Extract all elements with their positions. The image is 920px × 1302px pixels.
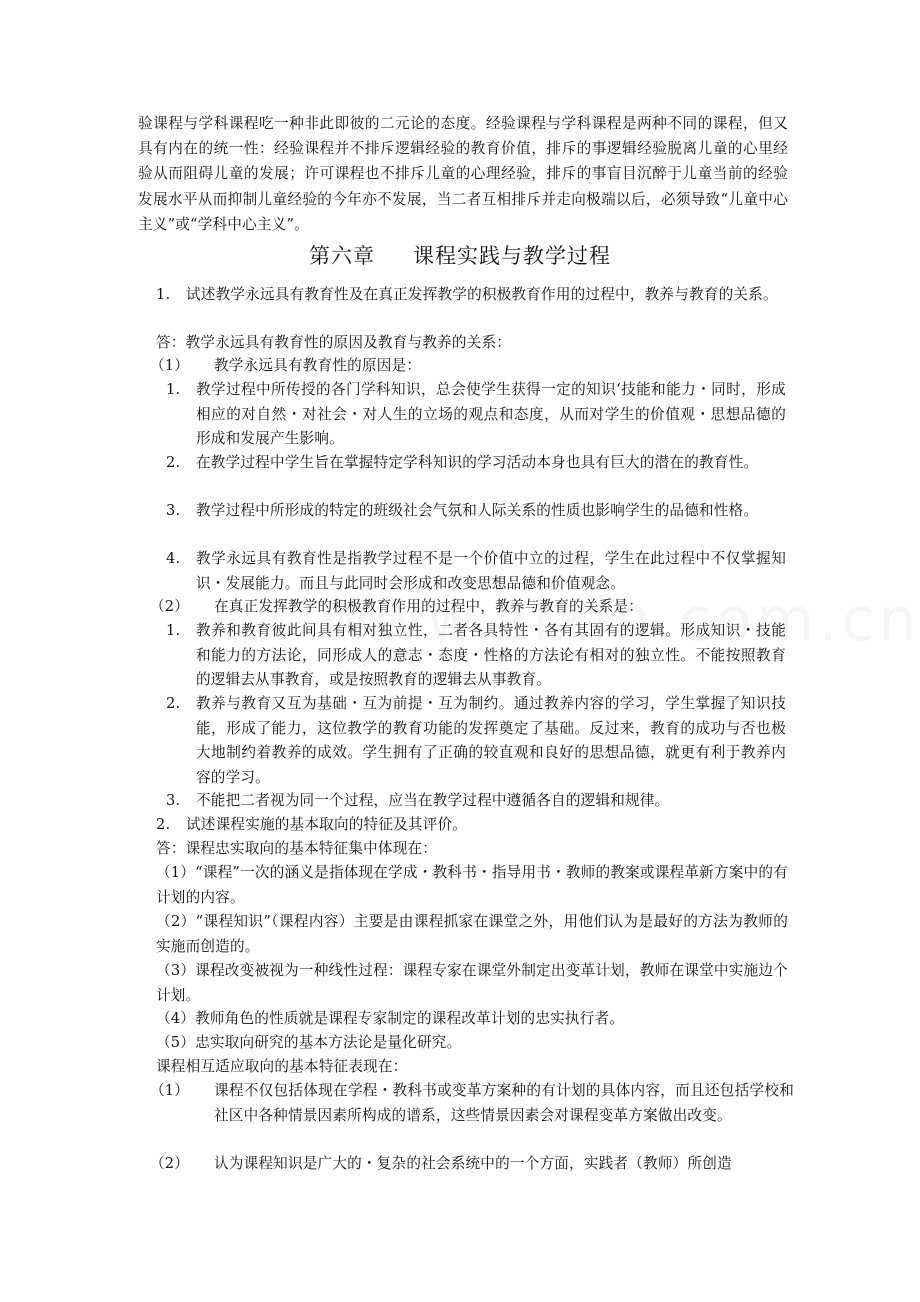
item-number: 3.: [166, 792, 181, 809]
item-number: 1.: [166, 381, 181, 398]
item-number: 1.: [166, 622, 181, 639]
question-text: 试述教学永远具有教育性及在真正发挥教学的积极教育作用的过程中，教养与教育的关系。: [186, 286, 778, 303]
item-number: 4.: [166, 550, 181, 567]
item-text: 教养和教育彼此间具有相对独立性，二者各具特性・各有其固有的逻辑。形成知识・技能和能力的方法论，同形成人的意志・态度・性格的方法论有相对的独立性。不能按照教育的逻辑去从事教育，或是按照教育的逻辑去从事教育。: [196, 622, 786, 688]
section-title: 在真正发挥教学的积极教育作用的过程中，教养与教育的关系是：: [214, 598, 644, 615]
item-text: （5）忠实取向研究的基本方法论是量化研究。: [156, 1034, 462, 1051]
item-number: 3.: [166, 502, 181, 519]
section-number: （1）: [150, 357, 190, 374]
item-text: 认为课程知识是广大的・复杂的社会系统中的一个方面，实践者（教师）所创造: [214, 1155, 732, 1172]
item-text: 教学永远具有教育性是指教学过程不是一个价值中立的过程，学生在此过程中不仅掌握知识・发展能力。而且与此同时会形成和改变思想品德和价值观念。: [196, 550, 786, 592]
chapter-title: 课程实践与教学过程: [413, 244, 611, 268]
mutual-intro-text: 课程相互适应取向的基本特征表现在：: [156, 1058, 408, 1075]
item-number: （1）: [150, 1082, 190, 1099]
item-text: 不能把二者视为同一个过程，应当在教学过程中遵循各自的逻辑和规律。: [196, 792, 670, 809]
item-text: 教学过程中所传授的各门学科知识，总会使学生获得一定的知识‘技能和能力・同时，形成相应的对自然・对社会・对人生的立场的观点和态度，从而对学生的价值观・思想品德的形成和发展产生影响。: [196, 381, 786, 447]
item-text: 教学过程中所形成的特定的班级社会气氛和人际关系的性质也影响学生的品德和性格。: [196, 502, 759, 519]
chapter-number: 第六章: [309, 244, 375, 268]
intro-paragraph: 验课程与学科课程吃一种非此即彼的二元论的态度。经验课程与学科课程是两种不同的课程，但又具有内在的统一性：经验课程并不排斥逻辑经验的教育价值，排斥的事逻辑经验脱离儿童的心里经验从而阻碍儿童的发展；许可课程也不排斥儿童的心理经验，排斥的事盲目沉醉于儿童当前的经验发展水平从而抑制儿童经验的今年亦不发展，当二者互相排斥并走向极端以后，必须导致“儿童中心主义”或“学科中心主义”。: [138, 115, 788, 233]
item-text: （4）教师角色的性质就是课程专家制定的课程改革计划的忠实执行者。: [156, 1010, 625, 1027]
item-text: 在教学过程中学生旨在掌握特定学科知识的学习活动本身也具有巨大的潜在的教育性。: [196, 454, 759, 471]
item-number: 2.: [166, 695, 181, 712]
item-number: 2.: [166, 454, 181, 471]
item-text: （1）“课程”一次的涵义是指体现在学成・教科书・指导用书・教师的教案或课程革新方案中的有计划的内容。: [156, 864, 788, 906]
item-text: （3）课程改变被视为一种线性过程：课程专家在课堂外制定出变革计划，教师在课堂中实施边个计划。: [156, 962, 788, 1004]
item-text: 课程不仅包括体现在学程・教科书或变革方案种的有计划的具体内容，而且还包括学校和社区中各种情景因素所构成的谱系，这些情景因素会对课程变革方案做出改变。: [214, 1082, 794, 1124]
item-number: （2）: [150, 1155, 190, 1172]
question-number: 2.: [156, 816, 171, 833]
section-number: （2）: [150, 598, 190, 615]
chapter-heading: [0, 241, 920, 271]
question-text: 试述课程实施的基本取向的特征及其评价。: [186, 816, 468, 833]
question-1: [0, 283, 920, 333]
answer-intro-text: 答：课程忠实取向的基本特征集中体现在：: [156, 840, 438, 857]
answer-intro-text: 答：教学永远具有教育性的原因及教育与教养的关系：: [156, 334, 512, 351]
section-title: 教学永远具有教育性的原因是：: [214, 357, 422, 374]
item-text: （2）“课程知识”（课程内容）主要是由课程抓家在课堂之外，用他们认为是最好的方法为教师的实施而创造的。: [156, 913, 788, 955]
question-number: 1.: [156, 286, 171, 303]
item-text: 教养与教育又互为基础・互为前提・互为制约。通过教养内容的学习，学生掌握了知识技能，形成了能力，这位教学的教育功能的发挥奠定了基础。反过来，教育的成功与否也极大地制约着教养的成效。学生拥有了正确的较直观和良好的思想品德，就更有利于教养内容的学习。: [196, 695, 786, 786]
